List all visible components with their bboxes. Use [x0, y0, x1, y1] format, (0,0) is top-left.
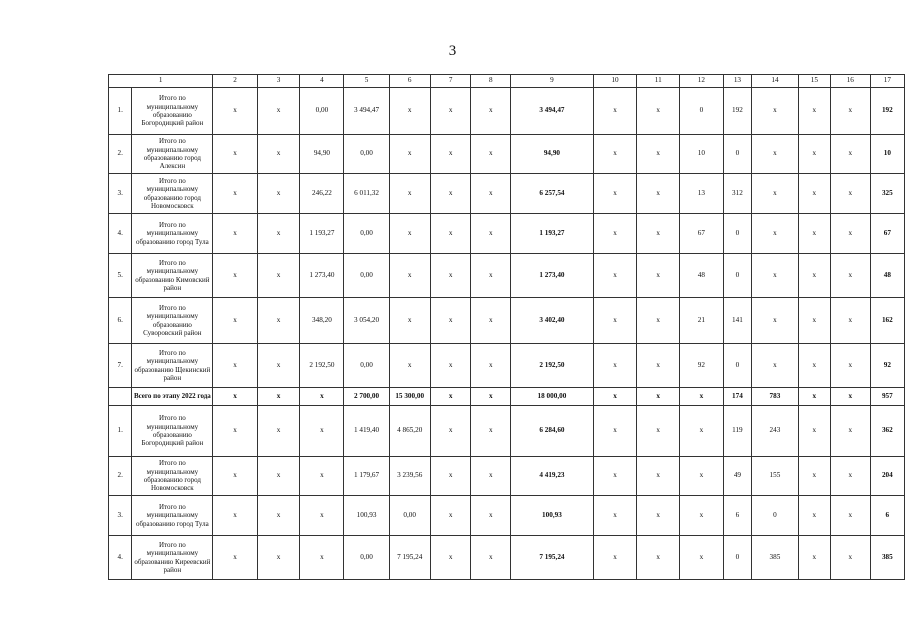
value-cell: x: [213, 135, 257, 174]
value-cell: x: [593, 344, 637, 388]
value-cell: 0,00: [344, 344, 389, 388]
header-cell: 6: [389, 75, 430, 88]
row-number: 7.: [109, 344, 132, 388]
municipality-name: Итого по муниципальному образованию Богородицкий район: [132, 406, 213, 457]
row-number: 4.: [109, 214, 132, 254]
header-cell: 16: [830, 75, 870, 88]
value-cell: x: [257, 214, 300, 254]
value-cell: x: [430, 496, 471, 536]
value-cell: 1 193,27: [511, 214, 594, 254]
value-cell: x: [830, 88, 870, 135]
value-cell: 48: [680, 254, 724, 298]
value-cell: 21: [680, 298, 724, 344]
value-cell: x: [830, 135, 870, 174]
value-cell: 0,00: [344, 135, 389, 174]
value-cell: x: [430, 406, 471, 457]
header-cell: 13: [723, 75, 751, 88]
value-cell: x: [593, 406, 637, 457]
value-cell: x: [680, 388, 724, 406]
value-cell: x: [593, 214, 637, 254]
value-cell: x: [257, 536, 300, 580]
value-cell: x: [593, 496, 637, 536]
value-cell: 3 494,47: [344, 88, 389, 135]
value-cell: x: [213, 344, 257, 388]
value-cell: x: [389, 135, 430, 174]
total-row: [109, 388, 905, 406]
value-cell: x: [752, 135, 799, 174]
municipality-name: Итого по муниципальному образованию Кимовский район: [132, 254, 213, 298]
value-cell: x: [680, 536, 724, 580]
row-number: 3.: [109, 174, 132, 214]
value-cell: x: [430, 214, 471, 254]
value-cell: x: [471, 536, 511, 580]
value-cell: 325: [870, 174, 904, 214]
value-cell: x: [798, 88, 830, 135]
value-cell: x: [430, 298, 471, 344]
value-cell: 1 419,40: [344, 406, 389, 457]
value-cell: x: [300, 496, 344, 536]
value-cell: 94,90: [300, 135, 344, 174]
row-number: 6.: [109, 298, 132, 344]
value-cell: x: [798, 536, 830, 580]
table-row: [109, 457, 905, 496]
value-cell: 119: [723, 406, 751, 457]
value-cell: 783: [752, 388, 799, 406]
value-cell: x: [752, 344, 799, 388]
value-cell: 10: [680, 135, 724, 174]
value-cell: x: [637, 135, 680, 174]
header-cell: 2: [213, 75, 257, 88]
municipality-name: Итого по муниципальному образованию Киреевский район: [132, 536, 213, 580]
value-cell: 957: [870, 388, 904, 406]
value-cell: x: [830, 457, 870, 496]
value-cell: x: [389, 344, 430, 388]
value-cell: 92: [870, 344, 904, 388]
table-row: [109, 406, 905, 457]
value-cell: x: [257, 135, 300, 174]
value-cell: x: [389, 254, 430, 298]
value-cell: x: [430, 388, 471, 406]
value-cell: 1 193,27: [300, 214, 344, 254]
value-cell: 362: [870, 406, 904, 457]
municipality-name: Итого по муниципальному образованию город Тула: [132, 496, 213, 536]
table-row: [109, 496, 905, 536]
municipality-name: Итого по муниципальному образованию Богородицкий район: [132, 88, 213, 135]
value-cell: 6 284,60: [511, 406, 594, 457]
value-cell: 0,00: [300, 88, 344, 135]
value-cell: x: [637, 174, 680, 214]
value-cell: x: [257, 388, 300, 406]
value-cell: x: [637, 88, 680, 135]
value-cell: 3 402,40: [511, 298, 594, 344]
value-cell: x: [798, 406, 830, 457]
value-cell: x: [430, 344, 471, 388]
value-cell: x: [257, 457, 300, 496]
municipality-name: Итого по муниципальному образованию Суворовский район: [132, 298, 213, 344]
value-cell: x: [637, 214, 680, 254]
value-cell: 204: [870, 457, 904, 496]
header-cell: 14: [752, 75, 799, 88]
value-cell: x: [430, 135, 471, 174]
value-cell: 141: [723, 298, 751, 344]
header-cell: 11: [637, 75, 680, 88]
value-cell: 0: [723, 344, 751, 388]
header-cell: 4: [300, 75, 344, 88]
municipality-name: Итого по муниципальному образованию город Тула: [132, 214, 213, 254]
value-cell: x: [213, 536, 257, 580]
value-cell: x: [430, 536, 471, 580]
value-cell: 6: [723, 496, 751, 536]
value-cell: x: [680, 457, 724, 496]
value-cell: x: [471, 254, 511, 298]
value-cell: x: [389, 298, 430, 344]
municipality-name: Итого по муниципальному образованию город Алексин: [132, 135, 213, 174]
value-cell: x: [798, 457, 830, 496]
value-cell: 92: [680, 344, 724, 388]
report-table-body: [109, 75, 905, 580]
header-cell: 7: [430, 75, 471, 88]
header-cell: 10: [593, 75, 637, 88]
value-cell: x: [593, 254, 637, 298]
value-cell: x: [830, 496, 870, 536]
value-cell: x: [637, 254, 680, 298]
value-cell: 100,93: [344, 496, 389, 536]
value-cell: 246,22: [300, 174, 344, 214]
value-cell: 3 054,20: [344, 298, 389, 344]
value-cell: 15 300,00: [389, 388, 430, 406]
value-cell: x: [257, 298, 300, 344]
value-cell: x: [637, 496, 680, 536]
value-cell: x: [213, 406, 257, 457]
value-cell: 0,00: [344, 254, 389, 298]
value-cell: x: [830, 536, 870, 580]
value-cell: x: [257, 254, 300, 298]
value-cell: 1 179,67: [344, 457, 389, 496]
value-cell: x: [300, 406, 344, 457]
header-cell: 5: [344, 75, 389, 88]
value-cell: 3 494,47: [511, 88, 594, 135]
value-cell: x: [593, 298, 637, 344]
row-number: 1.: [109, 88, 132, 135]
value-cell: 385: [752, 536, 799, 580]
value-cell: x: [798, 174, 830, 214]
value-cell: x: [830, 254, 870, 298]
value-cell: 2 700,00: [344, 388, 389, 406]
table-row: [109, 254, 905, 298]
value-cell: x: [593, 88, 637, 135]
value-cell: x: [471, 214, 511, 254]
value-cell: 2 192,50: [511, 344, 594, 388]
value-cell: x: [471, 344, 511, 388]
page-number: 3: [448, 43, 457, 59]
value-cell: x: [389, 214, 430, 254]
value-cell: 0: [723, 254, 751, 298]
header-cell: 15: [798, 75, 830, 88]
value-cell: x: [257, 406, 300, 457]
value-cell: x: [300, 388, 344, 406]
value-cell: x: [593, 135, 637, 174]
value-cell: x: [637, 298, 680, 344]
value-cell: x: [637, 406, 680, 457]
value-cell: 0,00: [344, 536, 389, 580]
value-cell: 7 195,24: [511, 536, 594, 580]
value-cell: x: [471, 406, 511, 457]
value-cell: 1 273,40: [300, 254, 344, 298]
value-cell: x: [213, 254, 257, 298]
value-cell: 18 000,00: [511, 388, 594, 406]
value-cell: 174: [723, 388, 751, 406]
value-cell: 0,00: [344, 214, 389, 254]
value-cell: x: [430, 88, 471, 135]
value-cell: x: [257, 174, 300, 214]
value-cell: x: [389, 88, 430, 135]
value-cell: 385: [870, 536, 904, 580]
value-cell: x: [213, 298, 257, 344]
value-cell: x: [637, 457, 680, 496]
value-cell: x: [798, 254, 830, 298]
value-cell: x: [471, 298, 511, 344]
row-number: 2.: [109, 135, 132, 174]
value-cell: 4 865,20: [389, 406, 430, 457]
value-cell: x: [752, 254, 799, 298]
value-cell: 7 195,24: [389, 536, 430, 580]
value-cell: x: [752, 88, 799, 135]
value-cell: x: [430, 254, 471, 298]
value-cell: x: [830, 344, 870, 388]
municipality-name: Итого по муниципальному образованию Щекинский район: [132, 344, 213, 388]
value-cell: x: [637, 536, 680, 580]
value-cell: x: [593, 536, 637, 580]
row-number: [109, 388, 132, 406]
value-cell: 348,20: [300, 298, 344, 344]
row-number: 4.: [109, 536, 132, 580]
value-cell: x: [213, 214, 257, 254]
value-cell: x: [213, 388, 257, 406]
value-cell: x: [213, 496, 257, 536]
value-cell: x: [257, 496, 300, 536]
value-cell: x: [430, 174, 471, 214]
value-cell: 155: [752, 457, 799, 496]
table-row: [109, 174, 905, 214]
value-cell: x: [593, 174, 637, 214]
row-number: 1.: [109, 406, 132, 457]
header-cell: 17: [870, 75, 904, 88]
header-cell: 12: [680, 75, 724, 88]
value-cell: x: [798, 388, 830, 406]
value-cell: 192: [870, 88, 904, 135]
table-row: [109, 214, 905, 254]
row-number: 2.: [109, 457, 132, 496]
value-cell: 3 239,56: [389, 457, 430, 496]
value-cell: 10: [870, 135, 904, 174]
value-cell: x: [830, 388, 870, 406]
value-cell: 0: [723, 135, 751, 174]
value-cell: x: [389, 174, 430, 214]
value-cell: x: [798, 298, 830, 344]
value-cell: x: [213, 174, 257, 214]
value-cell: x: [471, 388, 511, 406]
value-cell: 13: [680, 174, 724, 214]
value-cell: 94,90: [511, 135, 594, 174]
value-cell: x: [798, 214, 830, 254]
value-cell: x: [830, 406, 870, 457]
header-row: [109, 75, 905, 88]
value-cell: x: [752, 174, 799, 214]
value-cell: 0,00: [389, 496, 430, 536]
value-cell: x: [300, 457, 344, 496]
table-row: [109, 88, 905, 135]
value-cell: 2 192,50: [300, 344, 344, 388]
value-cell: 49: [723, 457, 751, 496]
row-number: 5.: [109, 254, 132, 298]
row-number: 3.: [109, 496, 132, 536]
table-row: [109, 536, 905, 580]
value-cell: 6 011,32: [344, 174, 389, 214]
value-cell: 0: [680, 88, 724, 135]
header-cell: 3: [257, 75, 300, 88]
value-cell: x: [752, 298, 799, 344]
value-cell: 67: [680, 214, 724, 254]
value-cell: 0: [752, 496, 799, 536]
value-cell: 162: [870, 298, 904, 344]
report-table: [108, 74, 905, 580]
value-cell: 4 419,23: [511, 457, 594, 496]
value-cell: 48: [870, 254, 904, 298]
value-cell: x: [680, 406, 724, 457]
value-cell: 0: [723, 214, 751, 254]
value-cell: x: [593, 388, 637, 406]
table-row: [109, 298, 905, 344]
value-cell: x: [637, 344, 680, 388]
value-cell: 192: [723, 88, 751, 135]
table-row: [109, 135, 905, 174]
header-cell: 9: [511, 75, 594, 88]
value-cell: x: [798, 135, 830, 174]
value-cell: 6 257,54: [511, 174, 594, 214]
value-cell: x: [637, 388, 680, 406]
value-cell: x: [257, 88, 300, 135]
municipality-name: Итого по муниципальному образованию город Новомосковск: [132, 174, 213, 214]
value-cell: 100,93: [511, 496, 594, 536]
value-cell: 1 273,40: [511, 254, 594, 298]
value-cell: 6: [870, 496, 904, 536]
value-cell: x: [798, 496, 830, 536]
value-cell: x: [830, 298, 870, 344]
header-cell: 8: [471, 75, 511, 88]
value-cell: x: [471, 496, 511, 536]
value-cell: x: [830, 214, 870, 254]
value-cell: x: [471, 174, 511, 214]
value-cell: 312: [723, 174, 751, 214]
value-cell: x: [471, 457, 511, 496]
table-row: [109, 344, 905, 388]
value-cell: x: [213, 88, 257, 135]
value-cell: x: [257, 344, 300, 388]
value-cell: x: [593, 457, 637, 496]
value-cell: x: [213, 457, 257, 496]
value-cell: x: [752, 214, 799, 254]
value-cell: x: [680, 496, 724, 536]
value-cell: x: [471, 135, 511, 174]
value-cell: x: [798, 344, 830, 388]
value-cell: x: [471, 88, 511, 135]
value-cell: 0: [723, 536, 751, 580]
municipality-name: Итого по муниципальному образованию город Новомосковск: [132, 457, 213, 496]
municipality-name: Всего по этапу 2022 года: [132, 388, 213, 406]
value-cell: x: [830, 174, 870, 214]
value-cell: x: [300, 536, 344, 580]
header-cell: 1: [109, 75, 213, 88]
value-cell: 243: [752, 406, 799, 457]
value-cell: x: [430, 457, 471, 496]
value-cell: 67: [870, 214, 904, 254]
